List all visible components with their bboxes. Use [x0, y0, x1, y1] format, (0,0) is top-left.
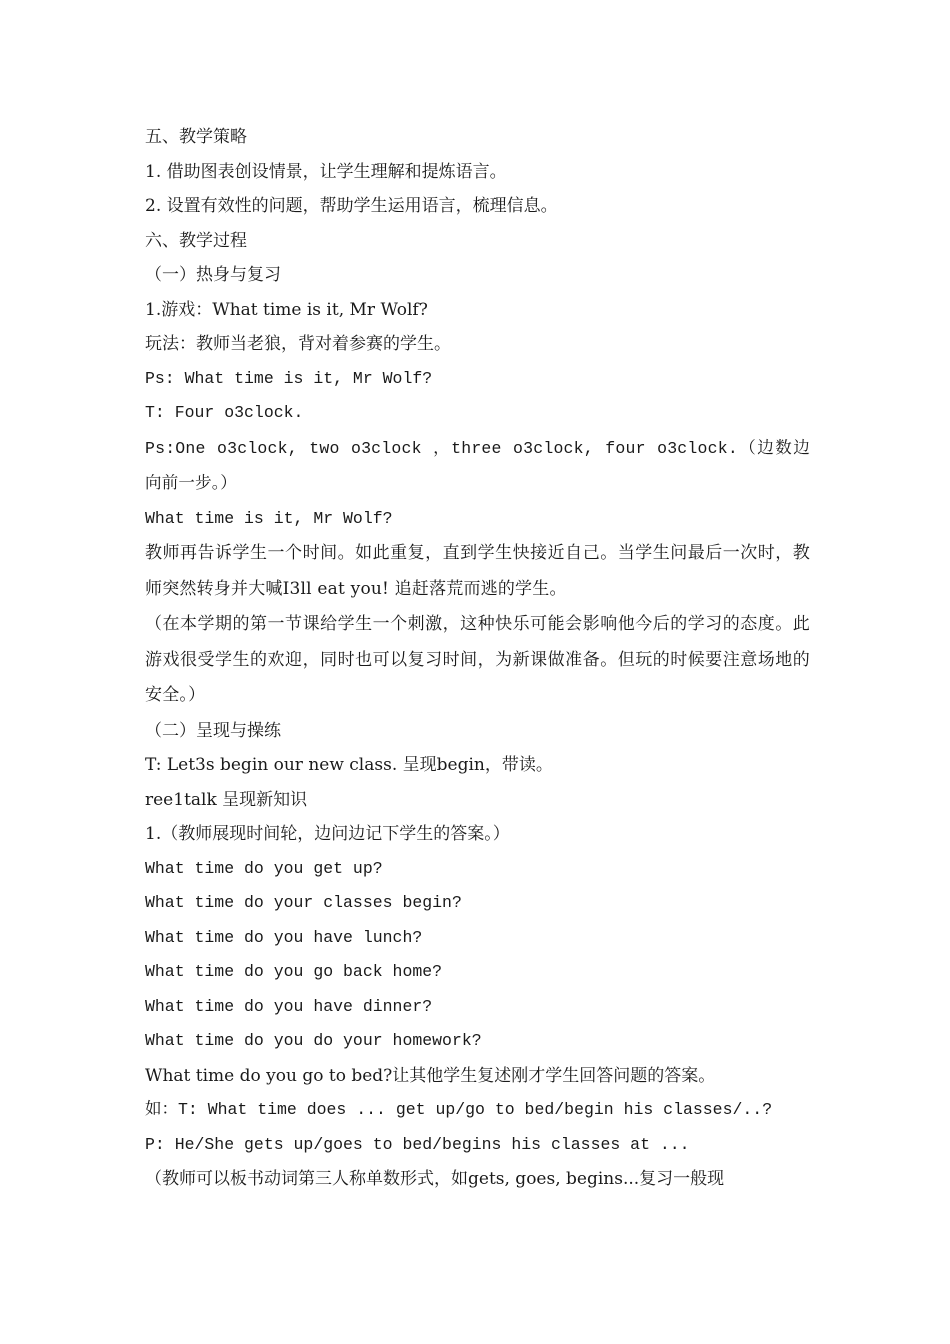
example-line: 如：T: What time does ... get up/go to bed/begin his classes/..? — [145, 1100, 773, 1119]
presentation-intro: T: Let3s begin our new class. 呈现begin，带读。 — [145, 755, 553, 775]
dialogue-line: Ps: What time is it, Mr Wolf? — [145, 368, 433, 388]
dialogue-line: What time is it, Mr Wolf? — [145, 508, 393, 528]
game-note: （在本学期的第一节课给学生一个刺激，这种快乐可能会影响他今后的学习的态度。此游戏很受学生的欢迎，同时也可以复习时间，为新课做准备。但玩的时候要注意场地的安全。） — [145, 614, 810, 705]
freetalk-line: ree1talk 呈现新知识 — [145, 789, 308, 810]
question-line: What time do you get up? — [145, 858, 383, 878]
dialogue-line: Ps:One o3clock, two o3clock ，three o3clock, four o3clock.（边数边向前一步。） — [145, 438, 810, 493]
question-line: What time do you do your homework? — [145, 1031, 482, 1050]
game-rules: 玩法：教师当老狼，背对着参赛的学生。 — [145, 334, 451, 354]
dialogue-line: T: Four o3clock. — [145, 403, 304, 422]
strategy-item-1: 1. 借助图表创设情景，让学生理解和提炼语言。 — [145, 161, 507, 182]
section-heading-strategy: 五、教学策略 — [145, 127, 247, 147]
question-line: What time do you go back home? — [145, 962, 443, 981]
subsection-heading-presentation: （二）呈现与操练 — [145, 720, 281, 741]
strategy-item-2: 2. 设置有效性的问题，帮助学生运用语言，梳理信息。 — [145, 196, 558, 216]
question-line: What time do you go to bed?让其他学生复述刚才学生回答问题的答案。 — [145, 1065, 716, 1086]
question-line: What time do you have dinner? — [145, 996, 433, 1016]
activity-step-1: 1.（教师展现时间轮，边问边记下学生的答案。） — [145, 824, 510, 844]
question-line: What time do you have lunch? — [145, 927, 423, 947]
example-line: P: He/She gets up/goes to bed/begins his classes at ... — [145, 1134, 690, 1154]
question-line: What time do your classes begin? — [145, 893, 462, 912]
teacher-note: （教师可以板书动词第三人称单数形式，如gets, goes, begins...复习一般现 — [145, 1169, 725, 1189]
subsection-heading-warmup: （一）热身与复习 — [145, 265, 281, 285]
game-description: 教师再告诉学生一个时间。如此重复，直到学生快接近自己。当学生问最后一次时，教师突然转身并大喊I3ll eat you! 追赶落荒而逃的学生。 — [145, 543, 810, 599]
document-page — [145, 120, 810, 1197]
section-heading-process: 六、教学过程 — [145, 230, 247, 251]
game-title: 1.游戏：What time is it, Mr Wolf? — [145, 299, 428, 320]
